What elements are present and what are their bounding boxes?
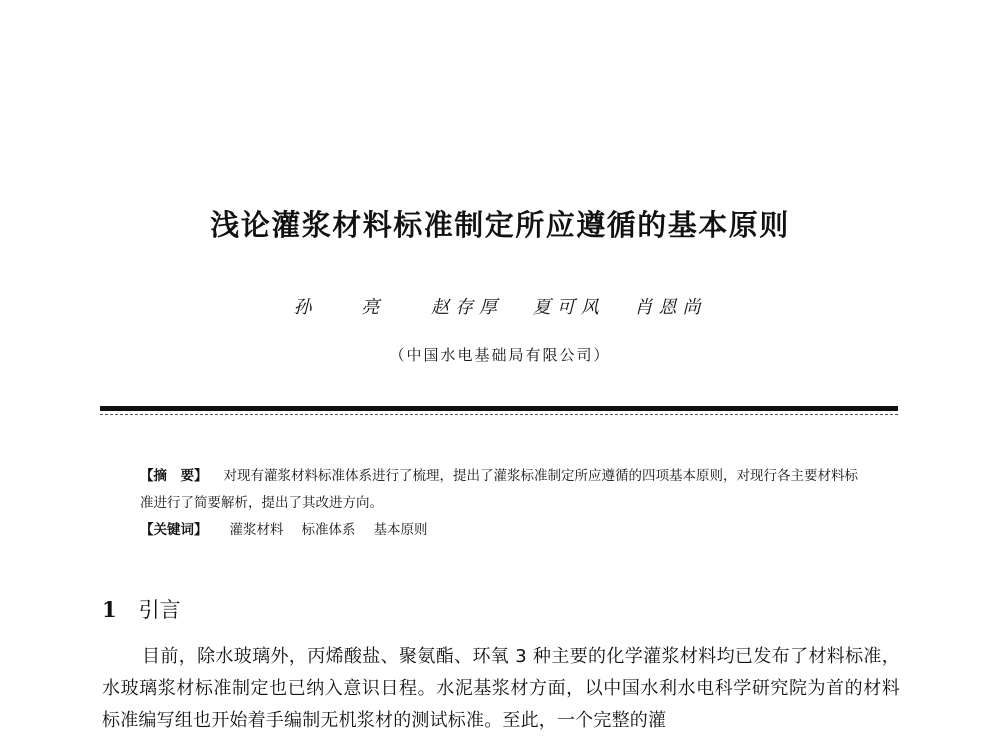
author-name: 赵存厚 bbox=[431, 297, 503, 318]
abstract-text: 对现有灌浆材料标准体系进行了梳理，提出了灌浆标准制定所应遵循的四项基本原则，对现行各主要材料标准进行了简要解析，提出了其改进方向。 bbox=[140, 468, 858, 511]
header-divider-thick bbox=[100, 406, 898, 411]
keywords-label: 【关键词】 bbox=[140, 522, 208, 538]
abstract-paragraph bbox=[140, 463, 870, 517]
section-title: 引言 bbox=[138, 598, 181, 622]
section-heading bbox=[102, 594, 181, 624]
body-paragraph: 目前，除水玻璃外，丙烯酸盐、聚氨酯、环氧 3 种主要的化学灌浆材料均已发布了材料标准，水玻璃浆材标准制定也已纳入意识日程。水泥基浆材方面，以中国水利水电科学研究院为首的材料标准编写组也开始着手编制无机浆材的测试标准。至此，一个完整的灌 bbox=[102, 646, 900, 731]
abstract-label: 【摘 要】 bbox=[140, 468, 208, 484]
keyword: 基本原则 bbox=[373, 522, 428, 538]
paper-title: 浅论灌浆材料标准制定所应遵循的基本原则 bbox=[210, 208, 790, 242]
keywords-list bbox=[230, 522, 446, 538]
abstract-block bbox=[140, 463, 870, 544]
author-affiliation: （中国水电基础局有限公司） bbox=[389, 346, 611, 364]
header-divider-thin bbox=[100, 414, 898, 415]
author-name: 肖恩尚 bbox=[634, 297, 707, 318]
keyword: 标准体系 bbox=[301, 522, 356, 538]
author-name: 夏可风 bbox=[532, 297, 605, 318]
keywords-line bbox=[140, 517, 870, 544]
author-list bbox=[0, 293, 1000, 319]
section-number: 1 bbox=[102, 597, 117, 622]
author-name: 孙 亮 bbox=[293, 297, 402, 318]
keyword: 灌浆材料 bbox=[229, 522, 284, 538]
